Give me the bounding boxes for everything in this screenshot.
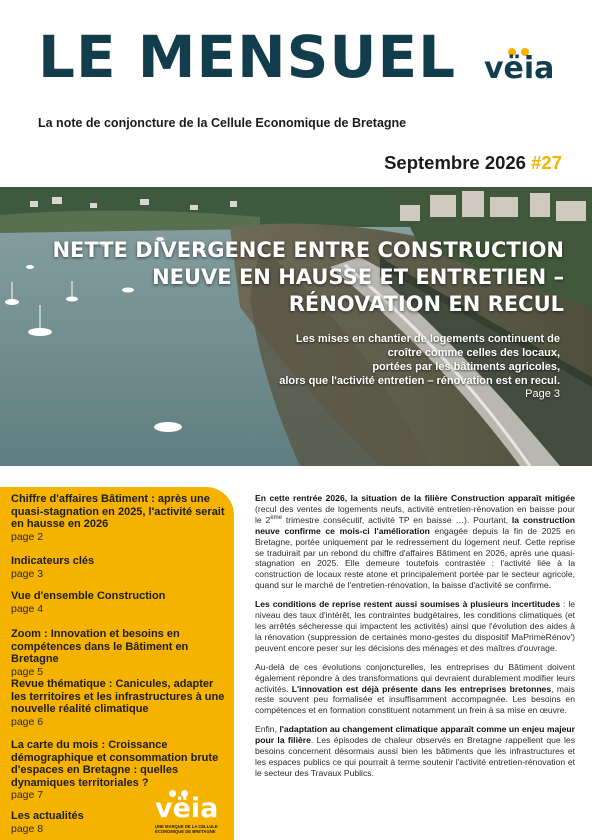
toc-item-title: Les actualités <box>11 810 84 822</box>
article-text: Au-delà de ces évolutions conjoncturelles, les entreprises du Bâtiment doivent également répondre à des transformations qui devraient durablement modifier leurs activités. <box>255 661 575 694</box>
hero-photo-illustration <box>0 187 592 466</box>
hero-subtitle <box>180 332 560 388</box>
hero-subtitle-line: alors que l'activité entretien – rénovation est en recul. <box>279 375 560 387</box>
toc-item-title: La carte du mois : Croissance démographique et consommation brute d'espaces en Bretagne : quelles dynamiques territoriales ? <box>11 739 219 789</box>
article-sup: ème <box>270 514 283 521</box>
toc-item-title: Zoom : Innovation et besoins en compétences dans le Bâtiment en Bretagne <box>11 628 189 665</box>
toc-item[interactable] <box>11 555 226 581</box>
table-of-contents <box>0 487 234 840</box>
masthead-title: LE MENSUEL <box>38 23 457 91</box>
article-text: : le niveau des taux d'intérêt, les contraintes budgétaires, les conditions climatiques (et les arrêtés sécheresse qui impactent les activités) ainsi que l'évolution des aides à la rénovation (suppression de certaines mono-gestes du dispositif MaPrimeRénov') peuvent encore peser sur les décisions des ménages et des maîtres d'ouvrage. <box>255 599 576 653</box>
toc-item-title: Chiffre d'affaires Bâtiment : après une quasi-stagnation en 2025, l'activité serait en hausse en 2026 <box>11 493 225 530</box>
article-bold: En cette rentrée 2026, la situation de la filière Construction apparaît mitigée <box>255 493 575 503</box>
toc-item[interactable] <box>11 493 226 544</box>
toc-item[interactable] <box>11 810 151 836</box>
article-bold: l'adaptation au changement climatique apparaît comme un enjeu majeur pour la filière <box>255 724 575 746</box>
article-text: Enfin, <box>255 724 280 735</box>
article-paragraph <box>255 662 575 717</box>
issue-date: Septembre 2026 <box>384 152 526 173</box>
toc-item-page: page 3 <box>11 567 44 580</box>
article-bold: la construction neuve confirme ce mois-ci l'amélioration <box>255 514 575 536</box>
article-paragraph <box>255 493 575 591</box>
toc-item[interactable] <box>11 678 226 729</box>
toc-item-title: Vue d'ensemble Construction <box>11 590 166 602</box>
hero-page-link[interactable]: Page 3 <box>525 388 560 400</box>
toc-item-title: Indicateurs clés <box>11 555 95 567</box>
toc-item-page: page 4 <box>11 602 44 615</box>
toc-item-title: Revue thématique : Canicules, adapter les territoires et les infrastructures à une nouvelle réalité climatique <box>11 678 225 715</box>
article-text: engagée depuis la fin de 2025 en Bretagne, portée uniquement par le redressement du logement neuf. Cette reprise se traduirait par un rebond du chiffre d'affaires Bâtiment en 2026, après une quasi-stagnation en 2025. Elle demeure toutefois contrastée : l'activité liée à la construction de locaux reste atone et principalement portée par le secteur agricole, quand sur le marché de l'entretien-rénovation, la baisse d'activité se confirme. <box>255 525 576 591</box>
article-text: (recul des ventes de logements neufs, activité entretien-rénovation en baisse pour le 2 <box>255 503 575 525</box>
article-body <box>255 493 575 787</box>
article-text: . Les épisodes de chaleur observés en Bretagne rappellent que les besoins concernent désormais aussi bien les bâtiments que les infrastructures et les espaces publics ce qui pourrait à terme soutenir l'activité entretien-rénovation et le secteur des Travaux Publics. <box>255 735 576 778</box>
toc-item-page: page 6 <box>11 715 44 728</box>
article-text: trimestre consécutif, activité TP en baisse …). Pourtant, <box>282 514 512 525</box>
tagline: La note de conjoncture de la Cellule Economique de Bretagne <box>38 116 407 130</box>
toc-item-page: page 5 <box>11 665 44 678</box>
toc-item-page: page 2 <box>11 530 44 543</box>
article-bold: Les conditions de reprise restent aussi soumises à plusieurs incertitudes <box>255 599 561 610</box>
sidebar-logo-word: vëia <box>155 793 219 824</box>
toc-item[interactable] <box>11 628 226 679</box>
hero-subtitle-line: portées par les bâtiments agricoles, <box>372 361 560 373</box>
toc-item-page: page 7 <box>11 789 44 801</box>
article-bold: L'innovation est déjà présente dans les entreprises bretonnes <box>291 683 552 694</box>
article-text: , mais reste souvent peu formalisée et insuffisamment accompagnée. Les besoins en compétences et en formation constituent notamment un frein à sa mise en œuvre. <box>255 683 575 716</box>
issue-label <box>384 152 562 174</box>
hero-banner <box>0 187 592 466</box>
hero-subtitle-line: croître comme celles des locaux, <box>387 347 560 359</box>
toc-item-page: page 8 <box>11 822 44 835</box>
hero-headline: NETTE DIVERGENCE ENTRE CONSTRUCTION NEUVE EN HAUSSE ET ENTRETIEN – RÉNOVATION EN RECUL <box>52 238 564 316</box>
issue-number: #27 <box>531 152 562 173</box>
toc-item[interactable] <box>11 590 226 616</box>
article-paragraph <box>255 724 575 779</box>
article-paragraph <box>255 599 575 654</box>
sidebar-logo-caption: UNE MARQUE DE LA CELLULE ÉCONOMIQUE DE BRETAGNE <box>155 824 218 834</box>
logo-word: vëia <box>484 51 555 86</box>
hero-subtitle-line: Les mises en chantier de logements continuent de <box>295 333 560 345</box>
